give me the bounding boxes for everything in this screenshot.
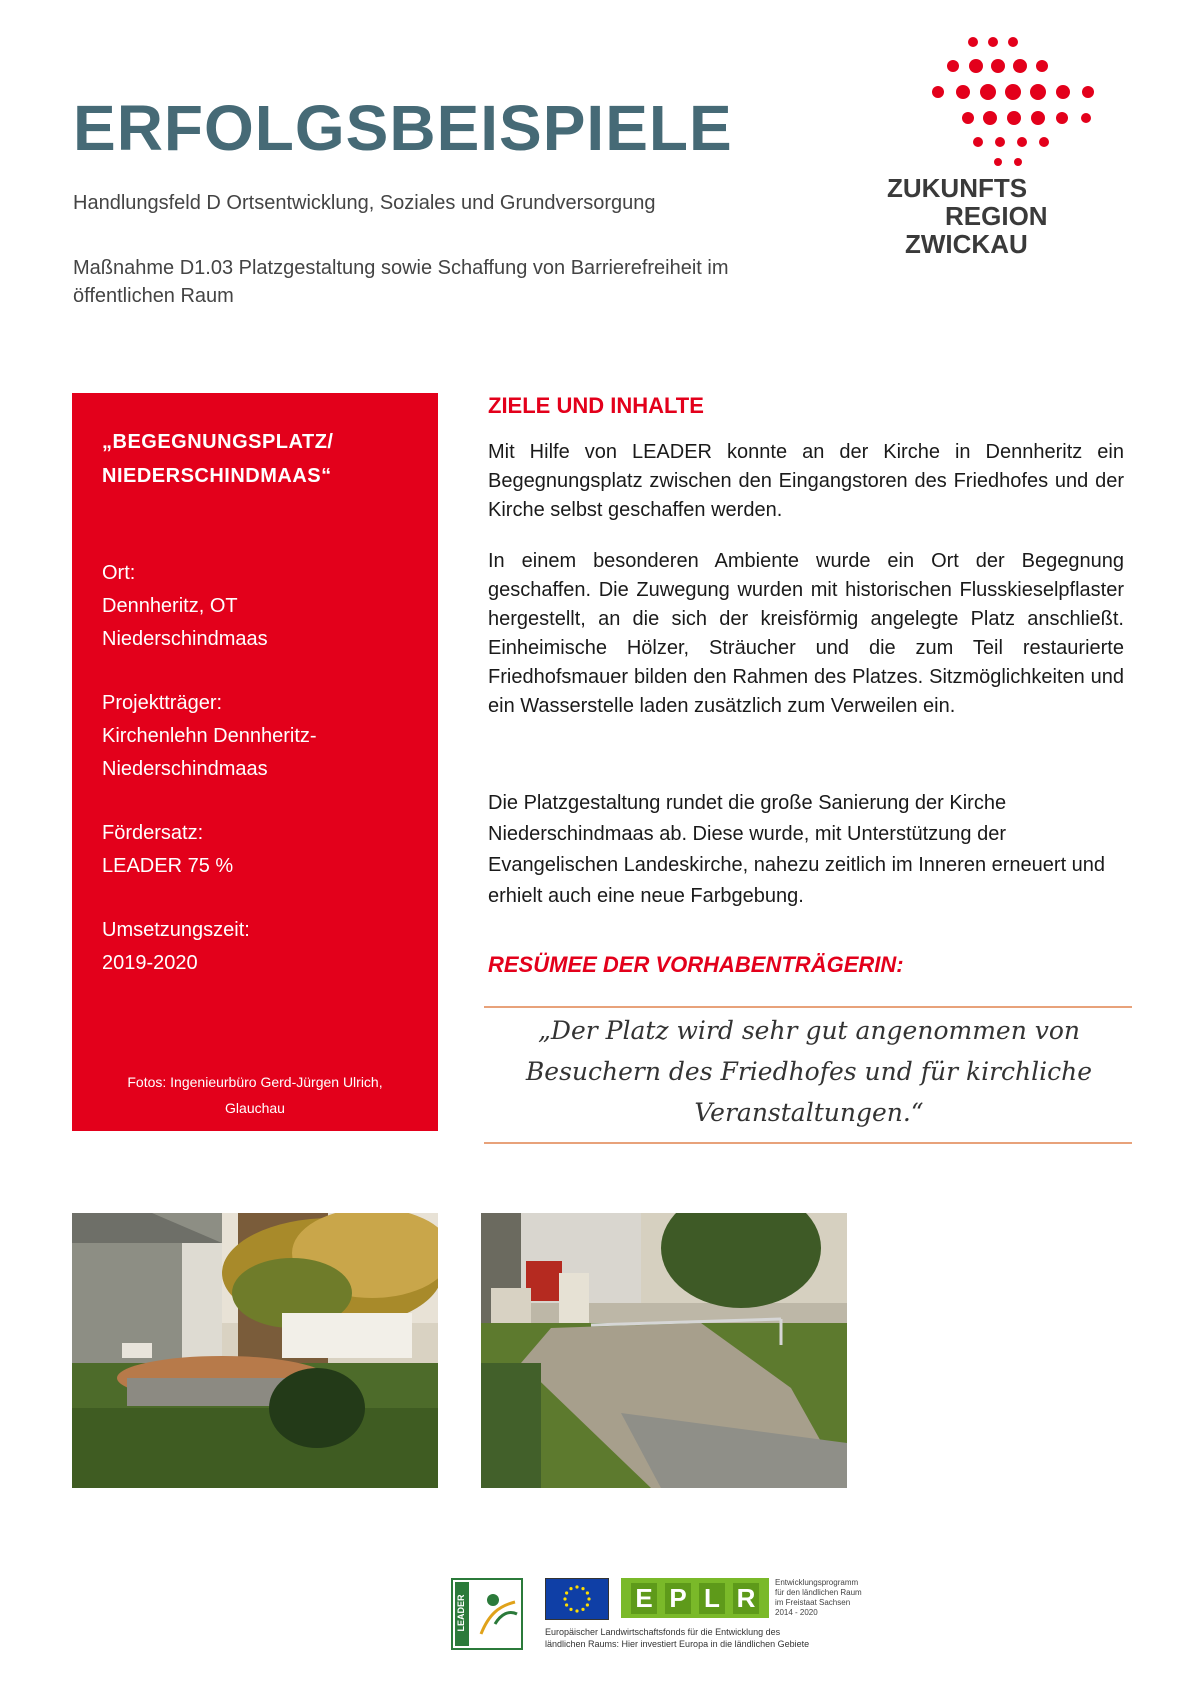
logo-dot xyxy=(1008,37,1018,47)
paragraph-ambience: In einem besonderen Ambiente wurde ein Ort der Begegnung geschaffen. Die Zuwegung wurden mit historischen Flusskieselpflaster hergestellt, an die sich der kreisförmig angelegte Platz anschließt. Einheimische Hölzer, Sträucher und die zum Teil restaurierte Friedhofsmauer bilden den Rahmen des Platzes. Sitzmöglichkeiten und ein Wasserstelle laden zusätzlich zum Verweilen ein. xyxy=(488,550,1124,717)
eu-star-icon xyxy=(581,1587,584,1590)
logo-dot xyxy=(973,137,983,147)
logo-dot xyxy=(1056,85,1070,99)
sponsor-value-1: Kirchenlehn Dennheritz- xyxy=(102,725,317,747)
goals-heading: ZIELE UND INHALTE xyxy=(488,393,704,418)
logo-dot xyxy=(1005,84,1021,100)
project-name xyxy=(102,425,333,493)
logo-dot xyxy=(1007,111,1021,125)
logo-dot xyxy=(1031,111,1045,125)
eu-flag-icon xyxy=(545,1578,609,1620)
logo-dot xyxy=(956,85,970,99)
eplr-desc-4: 2014 - 2020 xyxy=(775,1608,818,1617)
project-name-line-1: „BEGEGNUNGSPLATZ/ xyxy=(102,431,334,453)
eplr-letter-l: L xyxy=(699,1583,725,1614)
logo-dot xyxy=(968,37,978,47)
eplr-letter-e: E xyxy=(631,1583,657,1614)
logo-dot xyxy=(1056,112,1068,124)
funding-rate-label: Fördersatz: xyxy=(102,822,204,844)
page-title: ERFOLGSBEISPIELE xyxy=(73,92,733,164)
location-value-1: Dennheritz, OT xyxy=(102,595,238,617)
eplr-letter-r: R xyxy=(733,1583,759,1614)
project-info-box xyxy=(72,393,438,1131)
photo-credit-line-2: Glauchau xyxy=(225,1100,285,1116)
photo-credit-line-1: Fotos: Ingenieurbüro Gerd-Jürgen Ulrich, xyxy=(127,1074,383,1090)
eplr-desc-3: im Freistaat Sachsen xyxy=(775,1598,851,1607)
leader-sprout-icon xyxy=(471,1584,521,1644)
testimonial-quote: „Der Platz wird sehr gut angenommen von Besuchern des Friedhofes und für kirchliche Veranstaltungen.“ xyxy=(525,1016,1093,1127)
page-subtitle: Handlungsfeld D Ortsentwicklung, Soziales und Grundversorgung xyxy=(73,192,656,214)
logo-dot xyxy=(932,86,944,98)
logo-dot xyxy=(1013,59,1027,73)
eu-star-icon xyxy=(569,1587,572,1590)
eu-star-icon xyxy=(586,1591,589,1594)
quote-rule-top xyxy=(484,1006,1132,1008)
sponsor-block xyxy=(102,687,317,786)
eplr-letter-p: P xyxy=(665,1583,691,1614)
sponsor-value-2: Niederschindmaas xyxy=(102,758,268,780)
eu-star-icon xyxy=(569,1608,572,1611)
eu-star-icon xyxy=(586,1603,589,1606)
logo-dot xyxy=(1030,84,1046,100)
logo-dot xyxy=(1081,113,1091,123)
logo-dot xyxy=(983,111,997,125)
paragraph-intro: Mit Hilfe von LEADER konnte an der Kirche in Dennheritz ein Begegnungsplatz zwischen den Eingangstoren des Friedhofes und der Kirche selbst geschaffen werden. xyxy=(488,441,1124,521)
church-square-image xyxy=(72,1213,438,1488)
logo-dot xyxy=(947,60,959,72)
eu-star-icon xyxy=(565,1591,568,1594)
resume-heading: RESÜMEE DER VORHABENTRÄGERIN: xyxy=(488,952,904,977)
funding-rate-block xyxy=(102,817,233,883)
period-value: 2019-2020 xyxy=(102,952,198,974)
leader-logo xyxy=(451,1578,523,1650)
cobblestone-path-image xyxy=(481,1213,847,1488)
photo-cobblestone-path xyxy=(481,1213,847,1488)
project-name-line-2: NIEDERSCHINDMAAS“ xyxy=(102,465,332,487)
funding-logos xyxy=(451,1578,891,1658)
logo-dot xyxy=(994,158,1002,166)
logo-dot xyxy=(969,59,983,73)
eu-star-icon xyxy=(587,1597,590,1600)
logo-dots-icon xyxy=(878,12,1178,172)
eplr-desc-1: Entwicklungsprogramm xyxy=(775,1578,859,1587)
eplr-logo xyxy=(621,1578,769,1618)
logo-wordmark xyxy=(887,174,1048,258)
photo-credit xyxy=(72,1069,438,1121)
leader-label: LEADER xyxy=(456,1594,466,1632)
location-value-2: Niederschindmaas xyxy=(102,628,268,650)
photo-church-square xyxy=(72,1213,438,1488)
logo-dot xyxy=(1014,158,1022,166)
sponsor-label: Projektträger: xyxy=(102,692,223,714)
eu-fund-text-2: ländlichen Raums: Hier investiert Europa in die ländlichen Gebiete xyxy=(545,1639,810,1649)
measure-description: Maßnahme D1.03 Platzgestaltung sowie Schaffung von Barrierefreiheit im öffentlichen Raum xyxy=(73,257,729,307)
eu-star-icon xyxy=(581,1608,584,1611)
logo-line-3: ZWICKAU xyxy=(905,229,1028,259)
location-block xyxy=(102,557,268,656)
eu-star-icon xyxy=(563,1597,566,1600)
logo-dot xyxy=(988,37,998,47)
quote-rule-bottom xyxy=(484,1142,1132,1144)
logo-dot xyxy=(1039,137,1049,147)
logo-dot xyxy=(1036,60,1048,72)
eu-star-icon xyxy=(575,1585,578,1588)
location-label: Ort: xyxy=(102,562,136,584)
logo-dot xyxy=(991,59,1005,73)
period-label: Umsetzungszeit: xyxy=(102,919,250,941)
funding-rate-value: LEADER 75 % xyxy=(102,855,234,877)
paragraph-renovation: Die Platzgestaltung rundet die große Sanierung der Kirche Niederschindmaas ab. Diese wurde, mit Unterstützung der Evangelischen Landeskirche, nahezu zeitlich im Inneren erneuert und erhielt auch eine neue Farbgebung. xyxy=(488,792,1106,907)
logo-dot xyxy=(980,84,996,100)
logo-line-1: ZUKUNFTS xyxy=(887,173,1028,203)
eplr-description xyxy=(775,1578,895,1618)
eu-fund-text-1: Europäischer Landwirtschaftsfonds für die Entwicklung des xyxy=(545,1627,781,1637)
logo-dot xyxy=(1082,86,1094,98)
eu-star-icon xyxy=(565,1603,568,1606)
eplr-desc-2: für den ländlichen Raum xyxy=(775,1588,862,1597)
logo-dot xyxy=(962,112,974,124)
logo-line-2: REGION xyxy=(945,201,1048,231)
period-block xyxy=(102,914,250,980)
logo-dot xyxy=(995,137,1005,147)
eu-star-icon xyxy=(575,1609,578,1612)
eu-fund-text xyxy=(545,1626,885,1650)
logo-dot xyxy=(1017,137,1027,147)
